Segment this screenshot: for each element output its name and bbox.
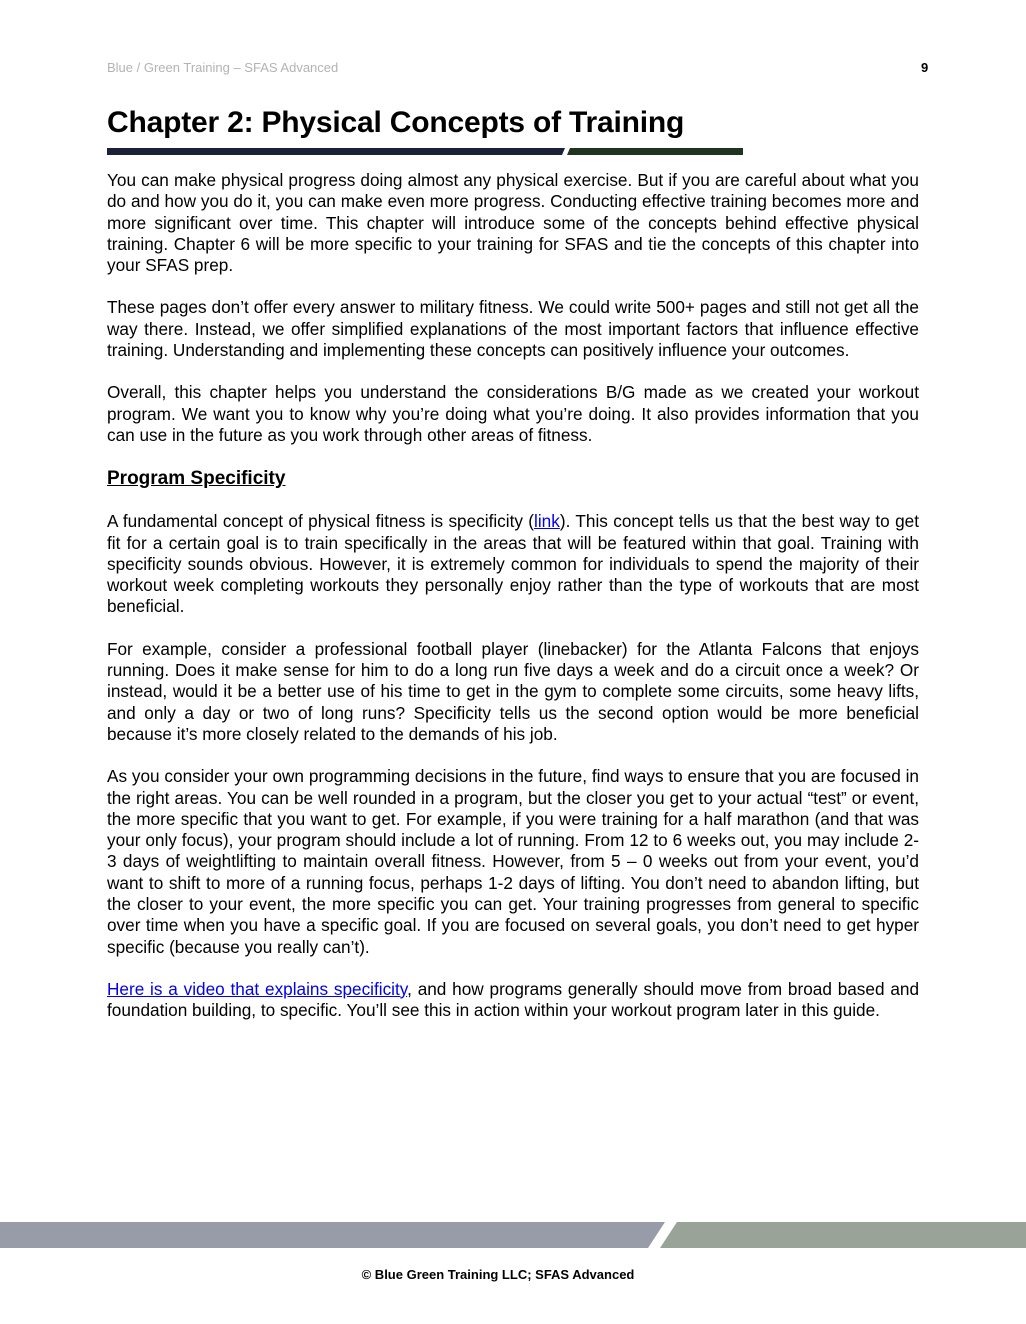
paragraph-text: A fundamental concept of physical fitness is specificity ( (107, 511, 535, 532)
title-bar-green (567, 148, 743, 155)
footer-bar (0, 1222, 1026, 1248)
specificity-paragraph-4 (107, 979, 919, 1022)
specificity-video-link[interactable]: Here is a video that explains specificity (107, 978, 408, 999)
footer-copyright: © Blue Green Training LLC; SFAS Advanced (361, 1267, 635, 1282)
specificity-paragraph-1 (107, 511, 919, 617)
specificity-paragraph-3: As you consider your own programming decisions in the future, find ways to ensure that you are focused in the right areas. You can be well rounded in a program, but the closer you get to your actual “test” or event, the more specific that you want to get. For example, if you were training for a half marathon (and that was your only focus), your program should include a lot of running. From 12 to 6 weeks out, you may include 2-3 days of weightlifting to maintain overall fitness. However, from 5 – 0 weeks out from your event, you’d want to shift to more of a running focus, perhaps 1-2 days of lifting. You don’t need to abandon lifting, but the closer to your event, the more specific you can get. Your training progresses from general to specific over time when you have a specific goal. If you are focused on several goals, you don’t need to get hyper specific (because you really can’t). (107, 766, 919, 957)
chapter-title: Chapter 2: Physical Concepts of Training (107, 106, 685, 139)
specificity-link[interactable]: link (534, 511, 560, 532)
footer-bar-right (660, 1222, 1026, 1248)
page-content (107, 170, 919, 1022)
footer-bar-left (0, 1222, 665, 1248)
page-number: 9 (921, 60, 929, 75)
title-bar-navy (107, 148, 565, 155)
specificity-paragraph-2: For example, consider a professional football player (linebacker) for the Atlanta Falcons that enjoys running. Does it make sense for him to do a long run five days a week and do a circuit once a week? Or instead, would it be a better use of his time to get in the gym to complete some circuits, some heavy lifts, and only a day or two of long runs? Specificity tells us the second option would be more beneficial because it’s more closely related to the demands of his job. (107, 638, 919, 744)
intro-paragraph-2: These pages don’t offer every answer to military fitness. We could write 500+ pages and still not get all the way there. Instead, we offer simplified explanations of the most important factors that influence effective training. Understanding and implementing these concepts can positively influence your outcomes. (107, 297, 919, 361)
paragraph-text: , and how programs generally should move from broad based and foundation building, to specific. You’ll see this in action within your workout program later in this guide. (107, 978, 920, 1021)
intro-paragraph-3: Overall, this chapter helps you understand the considerations B/G made as we created your workout program. We want you to know why you’re doing what you’re doing. It also provides information that you can use in the future as you work through other areas of fitness. (107, 382, 919, 445)
paragraph-text: ). This concept tells us that the best way to get fit for a certain goal is to train specifically in the areas that will be featured within that goal. Training with specificity sounds obvious. However, it is extremely common for individuals to spend the majority of their workout week completing workouts they personally enjoy rather than the type of workouts that are most beneficial. (107, 511, 919, 617)
intro-paragraph-1: You can make physical progress doing almost any physical exercise. But if you are careful about what you do and how you do it, you can make even more progress. Conducting effective training becomes more and more significant over time. This chapter will introduce some of the concepts behind effective physical training. Chapter 6 will be more specific to your training for SFAS and tie the concepts of this chapter into your SFAS prep. (107, 170, 919, 276)
title-underline-bar (107, 148, 743, 155)
section-heading-program-specificity: Program Specificity (107, 468, 286, 490)
running-head: Blue / Green Training – SFAS Advanced (107, 60, 339, 75)
